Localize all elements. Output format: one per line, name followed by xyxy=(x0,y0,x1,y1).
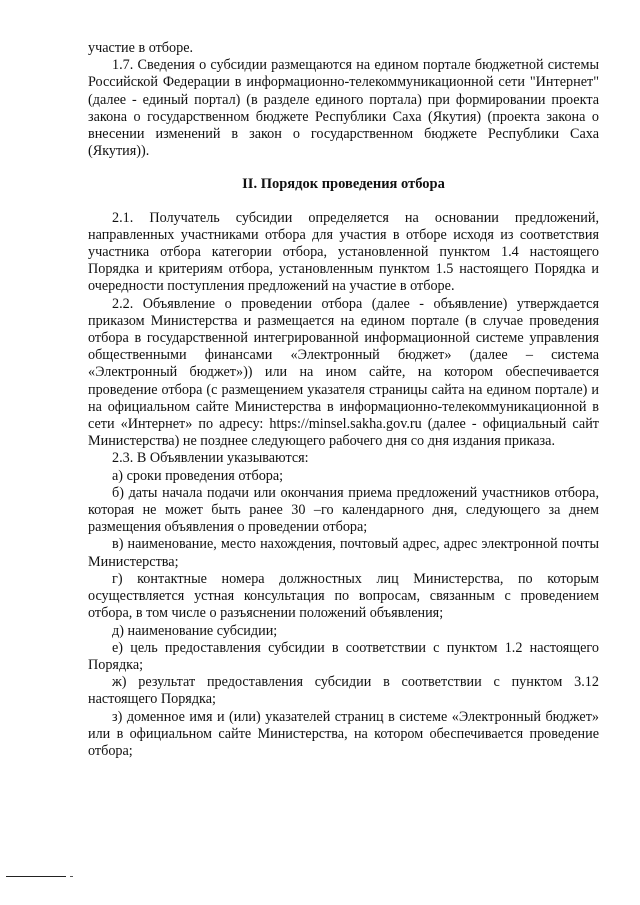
section-heading: II. Порядок проведения отбора xyxy=(242,176,445,193)
list-item-a: а) сроки проведения отбора; xyxy=(112,467,284,484)
list-item-d: д) наименование субсидии; xyxy=(112,622,278,639)
paragraph-continuation: участие в отборе. xyxy=(88,40,194,56)
document-body xyxy=(88,40,599,760)
footnote-divider-mark xyxy=(70,876,73,877)
paragraph-2-2: 2.2. Объявление о проведении отбора (далее - объявление) утверждается приказом Министерства и размещается на едином портале (в случае проведения отбора в государственной интегрированной информационной системе управления общественными финансами «Электронный бюджет» (далее – система «Электронный бюджет»)) или на ином сайте, на котором обеспечивается проведение отбора (с размещением указателя страницы сайта на едином портале) и на официальном сайте Министерства в информационно-телекоммуникационной в сети «Интернет» по адресу: https://minsel.sakha.gov.ru (далее - официальный сайт Министерства) не позднее следующего рабочего дня со дня издания приказа. xyxy=(88,295,599,450)
paragraph-2-3: 2.3. В Объявлении указываются: xyxy=(112,450,309,467)
list-item-zh: ж) результат предоставления субсидии в соответствии с пунктом 3.12 настоящего Порядка; xyxy=(88,674,599,708)
paragraph-1-7: 1.7. Сведения о субсидии размещаются на едином портале бюджетной системы Российской Федерации в информационно-телекоммуникационной сети "Интернет" (далее - единый портал) (в разделе единого портала) при формировании проекта закона о государственном бюджете Республики Саха (Якутия) (проекта закона о внесении изменений в закон о государственном бюджете Республики Саха (Якутия)). xyxy=(88,57,599,160)
paragraph-2-1: 2.1. Получатель субсидии определяется на основании предложений, направленных участниками отбора для участия в отборе исходя из соответствия участника отбора категории отбора, установленной пунктом 1.4 настоящего Порядка и критериям отбора, установленным пунктом 1.5 настоящего Порядка и очередности поступления предложений на участие в отборе. xyxy=(88,209,599,295)
footnote-divider xyxy=(6,876,66,877)
list-item-b: б) даты начала подачи или окончания приема предложений участников отбора, которая не может быть ранее 30 –го календарного дня, следующего за днем размещения объявления о проведении отбора; xyxy=(88,484,599,536)
list-item-g: г) контактные номера должностных лиц Министерства, по которым осуществляется устная консультация по вопросам, связанным с проведением отбора, в том числе о разъяснении положений объявления; xyxy=(88,570,599,622)
list-item-v: в) наименование, место нахождения, почтовый адрес, адрес электронной почты Министерства; xyxy=(88,536,599,570)
list-item-e: е) цель предоставления субсидии в соответствии с пунктом 1.2 настоящего Порядка; xyxy=(88,639,599,673)
list-item-z: з) доменное имя и (или) указателей страниц в системе «Электронный бюджет» или в официальном сайте Министерства, на котором обеспечивается проведение отбора; xyxy=(88,708,599,759)
